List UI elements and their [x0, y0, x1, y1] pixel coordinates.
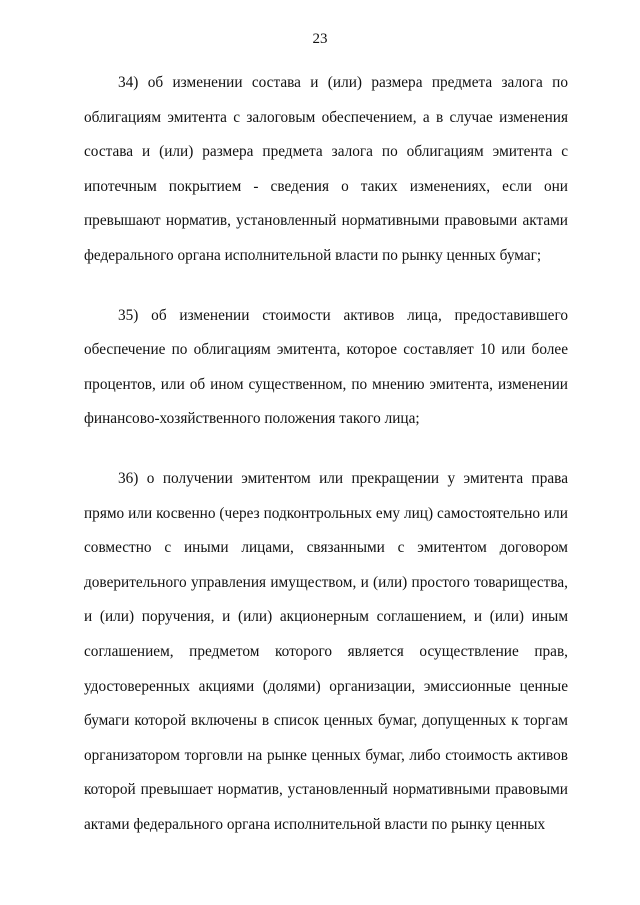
paragraph-item-36: 36) о получении эмитентом или прекращении у эмитента права прямо или косвенно (через подконтрольных ему лиц) самостоятельно или совместно с иными лицами, связанными с эмитентом договором доверительного управления имуществом, и (или) простого товарищества, и (или) поручения, и (или) акционерным соглашением, и (или) иным соглашением, предметом которого является осуществление прав, удостоверенных акциями (долями) организации, эмиссионные ценные бумаги которой включены в список ценных бумаг, допущенных к торгам организатором торговли на рынке ценных бумаг, либо стоимость активов которой превышает норматив, установленный нормативными правовыми актами федерального органа исполнительной власти по рынку ценных	[84, 469, 568, 833]
paragraph-item-35: 35) об изменении стоимости активов лица, предоставившего обеспечение по облигациям эмитента, которое составляет 10 или более процентов, или об ином существенном, по мнению эмитента, изменении финансово-хозяйственного положения такого лица;	[84, 306, 568, 428]
paragraph-item-34: 34) об изменении состава и (или) размера предмета залога по облигациям эмитента с залоговым обеспечением, а в случае изменения состава и (или) размера предмета залога по облигациям эмитента с ипотечным покрытием - сведения о таких изменениях, если они превышают норматив, установленный нормативными правовыми актами федерального органа исполнительной власти по рынку ценных бумаг;	[84, 74, 568, 264]
document-body	[84, 66, 568, 842]
page-number: 23	[312, 31, 328, 47]
